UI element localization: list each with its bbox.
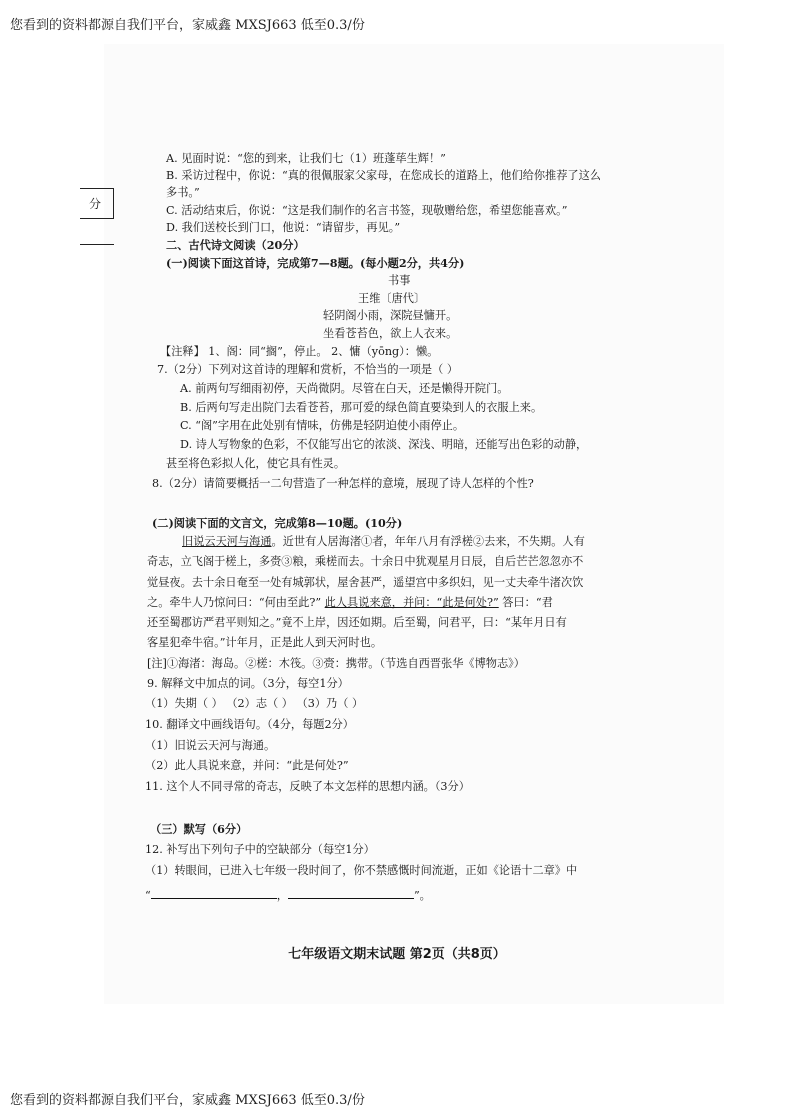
poem-note: 【注释】 1、阁：同“搁”，停止。 2、慵（yōng）：懒。: [160, 345, 439, 358]
question-10: 10. 翻译文中画线语句。（4分，每题2分）: [145, 718, 354, 731]
poem-author: 王维〔唐代〕: [358, 292, 426, 305]
poem-title: 书事: [388, 274, 411, 287]
option-d: D. 我们送校长到门口，他说：“请留步，再见。”: [166, 221, 401, 234]
answer-blank-2[interactable]: [288, 888, 414, 899]
question-12-item-1-blanks: [145, 888, 431, 903]
comma: ，: [276, 889, 288, 902]
passage-notes: [注]①海渚：海岛。②槎：木筏。③赍：携带。（节选自西晋张华《博物志》）: [147, 657, 525, 670]
top-watermark-banner: 您看到的资料都源自我们平台，家威鑫 MXSJ663 低至0.3/份: [10, 18, 365, 33]
passage-line-1: [182, 535, 585, 549]
question-10-item-2: （2）此人具说来意，并问：“此是何处?”: [145, 759, 349, 772]
bottom-watermark-banner: 您看到的资料都源自我们平台，家威鑫 MXSJ663 低至0.3/份: [10, 1093, 365, 1108]
section-2-heading: 二、古代诗文阅读（20分）: [166, 238, 305, 252]
open-quote: “: [145, 889, 151, 902]
poem-line-1: 轻阴阁小雨，深院昼慵开。: [323, 309, 458, 322]
question-11: 11. 这个人不同寻常的奇志，反映了本文怎样的思想内涵。（3分）: [145, 780, 470, 793]
option-c: C. 活动结束后，你说：“这是我们制作的名言书签，现敬赠给您，希望您能喜欢。”: [166, 204, 568, 217]
close-quote: ”。: [413, 889, 431, 902]
question-9: 9. 解释文中加点的词。（3分，每空1分）: [147, 677, 349, 690]
question-9-blanks: （1）失期（ ） （2）志（ ） （3）乃（ ）: [145, 697, 364, 710]
section-2-1-heading: (一)阅读下面这首诗，完成第7—8题。(每小题2分，共4分): [166, 256, 465, 270]
answer-blank-1[interactable]: [151, 888, 277, 899]
question-7-option-d-line1: D. 诗人写物象的色彩，不仅能写出它的浓淡、深浅、明暗，还能写出色彩的动静，: [180, 438, 588, 451]
passage-line-6: 客星犯牵牛宿。”计年月，正是此人到天河时也。: [147, 636, 383, 649]
question-7-option-c: C. “阁”字用在此处别有情味，仿佛是轻阴迫使小雨停止。: [180, 419, 465, 432]
option-b-line2: 多书。”: [166, 186, 200, 199]
question-7-option-d-line2: 甚至将色彩拟人化，使它具有性灵。: [166, 457, 346, 470]
passage-line-4: [147, 596, 553, 610]
poem-line-2: 坐看苍苔色，欲上人衣来。: [323, 327, 458, 340]
question-7-option-a: A. 前两句写细雨初停，天尚微阴。尽管在白天，还是懒得开院门。: [180, 382, 509, 395]
question-7: 7.（2分）下列对这首诗的理解和赏析，不恰当的一项是（ ）: [157, 363, 459, 376]
question-12-item-1: （1）转眼间，已进入七年级一段时间了，你不禁感慨时间流逝，正如《论语十二章》中: [145, 864, 578, 877]
question-7-option-b: B. 后两句写走出院门去看苍苔，那可爱的绿色简直要染到人的衣服上来。: [180, 401, 543, 414]
score-divider: [80, 244, 114, 245]
score-box-label: 分: [89, 197, 102, 211]
passage-underlined-sentence-1: 旧说云天河与海通: [182, 535, 272, 548]
passage-line-3: 觉昼夜。去十余日奄至一处有城郭状，屋舍甚严，遥望宫中多织妇，见一丈夫牵牛渚次饮: [147, 576, 584, 589]
passage-line-4-end: 答曰：“君: [502, 596, 553, 609]
passage-line-4-start: 之。牵牛人乃惊问曰：“何由至此?”: [147, 596, 322, 609]
section-3-heading: （三）默写（6分）: [150, 822, 248, 836]
option-a: A. 见面时说：“您的到来，让我们七（1）班蓬荜生辉！”: [166, 152, 446, 165]
question-12: 12. 补写出下列句子中的空缺部分（每空1分）: [145, 843, 375, 856]
option-b-line1: B. 采访过程中，你说：“真的很佩服家父家母，在您成长的道路上，他们给你推荐了这么: [166, 169, 601, 182]
passage-line-5: 还至蜀郡访严君平则知之。”竟不上岸，因还如期。后至蜀，问君平，曰：“某年月日有: [147, 616, 567, 629]
section-2-2-heading: (二)阅读下面的文言文，完成第8—10题。(10分): [152, 516, 403, 530]
page-footer: 七年级语文期末试题 第2页（共8页）: [288, 947, 506, 962]
question-8: 8.（2分）请简要概括一二句营造了一种怎样的意境，展现了诗人怎样的个性?: [152, 477, 534, 490]
passage-line-2: 奇志，立飞阁于槎上，多赍③粮，乘槎而去。十余日中犹观星月日辰，自后芒芒忽忽亦不: [147, 555, 584, 568]
passage-underlined-sentence-2: 此人具说来意，并问：“此是何处?”: [324, 596, 499, 609]
score-box: [80, 188, 114, 219]
question-10-item-1: （1）旧说云天河与海通。: [145, 739, 276, 752]
passage-line-1-rest: 。近世有人居海渚①者，年年八月有浮槎②去来，不失期。人有: [271, 535, 585, 548]
